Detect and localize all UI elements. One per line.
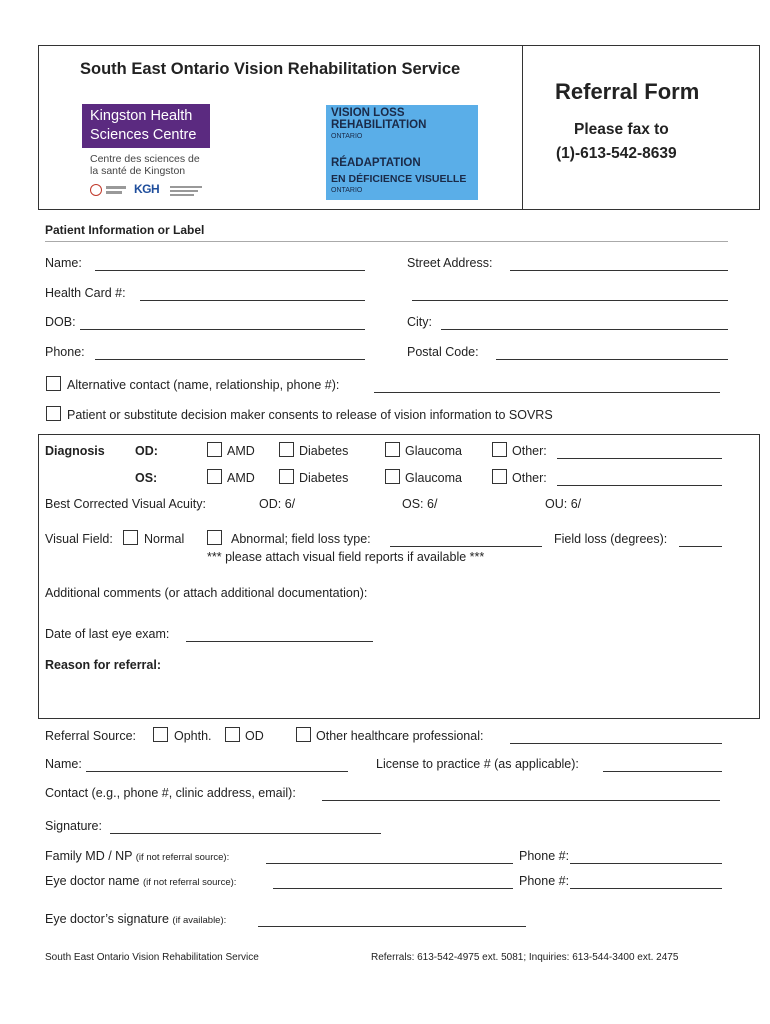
family-md-phone-label: Phone #: <box>519 849 570 863</box>
phone-label: Phone: <box>45 345 85 359</box>
khsc-logo: Kingston Health Sciences Centre <box>82 104 210 148</box>
od-source-label: OD <box>245 729 264 743</box>
contact-field[interactable] <box>322 800 720 801</box>
city-label: City: <box>407 315 432 329</box>
city-field[interactable] <box>441 329 728 330</box>
ophth-checkbox[interactable] <box>153 727 168 742</box>
eye-doctor-signature-label: Eye doctor’s signature (if available): <box>45 912 227 926</box>
eye-doctor-phone-label: Phone #: <box>519 874 570 888</box>
form-title: Referral Form <box>555 79 700 104</box>
hospital-icon <box>90 184 102 196</box>
health-card-label: Health Card #: <box>45 286 126 300</box>
os-other-field[interactable] <box>557 485 722 486</box>
vision-loss-rehab-logo: VISION LOSS REHABILITATION ONTARIO RÉADAPTATION EN DÉFICIENCE VISUELLE ONTARIO <box>326 105 478 200</box>
od-diabetes-label: Diabetes <box>299 444 349 458</box>
eye-doctor-label: Eye doctor name (if not referral source): <box>45 874 237 888</box>
section-rule <box>45 241 728 242</box>
last-exam-label: Date of last eye exam: <box>45 627 170 641</box>
vf-abnormal-label: Abnormal; field loss type: <box>231 532 371 546</box>
footer-left: South East Ontario Vision Rehabilitation Service <box>45 952 259 963</box>
signature-field[interactable] <box>110 833 381 834</box>
other-hcp-checkbox[interactable] <box>296 727 311 742</box>
eye-doctor-field[interactable] <box>273 888 513 889</box>
comments-label: Additional comments (or attach additional documentation): <box>45 586 368 600</box>
bcva-os: OS: 6/ <box>402 497 438 511</box>
os-other-label: Other: <box>512 471 547 485</box>
os-glaucoma-checkbox[interactable] <box>385 469 400 484</box>
bcva-label: Best Corrected Visual Acuity: <box>45 497 206 511</box>
health-card-field[interactable] <box>140 300 365 301</box>
street-field-2[interactable] <box>412 300 728 301</box>
field-loss-degrees-field[interactable] <box>679 546 722 547</box>
dob-label: DOB: <box>45 315 76 329</box>
license-label: License to practice # (as applicable): <box>376 757 579 771</box>
os-amd-checkbox[interactable] <box>207 469 222 484</box>
ophth-label: Ophth. <box>174 729 212 743</box>
alt-contact-label: Alternative contact (name, relationship, phone #): <box>67 378 340 392</box>
partner-logos: KGH <box>90 183 205 199</box>
street-label: Street Address: <box>407 256 493 270</box>
alt-contact-field[interactable] <box>374 392 720 393</box>
field-loss-degrees-label: Field loss (degrees): <box>554 532 668 546</box>
footer-right: Referrals: 613-542-4975 ext. 5081; Inquiries: 613-544-3400 ext. 2475 <box>371 952 679 963</box>
os-other-checkbox[interactable] <box>492 469 507 484</box>
os-glaucoma-label: Glaucoma <box>405 471 462 485</box>
os-diabetes-checkbox[interactable] <box>279 469 294 484</box>
referral-source-label: Referral Source: <box>45 729 137 743</box>
od-glaucoma-label: Glaucoma <box>405 444 462 458</box>
od-other-field[interactable] <box>557 458 722 459</box>
family-md-phone-field[interactable] <box>570 863 722 864</box>
eye-doctor-phone-field[interactable] <box>570 888 722 889</box>
last-exam-field[interactable] <box>186 641 373 642</box>
eye-doctor-signature-field[interactable] <box>258 926 526 927</box>
referrer-name-label: Name: <box>45 757 82 771</box>
od-other-label: Other: <box>512 444 547 458</box>
od-amd-checkbox[interactable] <box>207 442 222 457</box>
license-field[interactable] <box>603 771 722 772</box>
vf-normal-checkbox[interactable] <box>123 530 138 545</box>
os-amd-label: AMD <box>227 471 255 485</box>
od-other-checkbox[interactable] <box>492 442 507 457</box>
fax-line-1: Please fax to <box>574 121 669 138</box>
name-field[interactable] <box>95 270 365 271</box>
family-md-field[interactable] <box>266 863 513 864</box>
od-label: OD: <box>135 444 158 458</box>
os-diabetes-label: Diabetes <box>299 471 349 485</box>
vf-abnormal-checkbox[interactable] <box>207 530 222 545</box>
alt-contact-checkbox[interactable] <box>46 376 61 391</box>
vf-normal-label: Normal <box>144 532 185 546</box>
referrer-name-field[interactable] <box>86 771 348 772</box>
od-checkbox[interactable] <box>225 727 240 742</box>
consent-checkbox[interactable] <box>46 406 61 421</box>
other-hcp-field[interactable] <box>510 743 722 744</box>
name-label: Name: <box>45 256 82 270</box>
od-glaucoma-checkbox[interactable] <box>385 442 400 457</box>
other-hcp-label: Other healthcare professional: <box>316 729 484 743</box>
od-diabetes-checkbox[interactable] <box>279 442 294 457</box>
visual-field-label: Visual Field: <box>45 532 113 546</box>
signature-label: Signature: <box>45 819 102 833</box>
reason-label: Reason for referral: <box>45 658 162 672</box>
contact-label: Contact (e.g., phone #, clinic address, email): <box>45 786 296 800</box>
org-title: South East Ontario Vision Rehabilitation Service <box>80 60 461 78</box>
bcva-ou: OU: 6/ <box>545 497 582 511</box>
street-field[interactable] <box>510 270 728 271</box>
family-md-label: Family MD / NP (if not referral source): <box>45 849 230 863</box>
khsc-french-line2: la santé de Kingston <box>90 165 186 177</box>
bcva-od: OD: 6/ <box>259 497 296 511</box>
patient-section-label: Patient Information or Label <box>45 223 205 237</box>
od-amd-label: AMD <box>227 444 255 458</box>
dob-field[interactable] <box>80 329 365 330</box>
phone-field[interactable] <box>95 359 365 360</box>
diagnosis-label: Diagnosis <box>45 444 105 458</box>
postal-label: Postal Code: <box>407 345 479 359</box>
khsc-french-line1: Centre des sciences de <box>90 153 200 165</box>
vf-note: *** please attach visual field reports if available *** <box>207 550 485 564</box>
fax-number: (1)-613-542-8639 <box>556 145 677 162</box>
field-loss-type-field[interactable] <box>390 546 542 547</box>
postal-field[interactable] <box>496 359 728 360</box>
header-divider <box>522 45 523 210</box>
os-label: OS: <box>135 471 158 485</box>
consent-label: Patient or substitute decision maker consents to release of vision information to SOVRS <box>67 408 553 422</box>
